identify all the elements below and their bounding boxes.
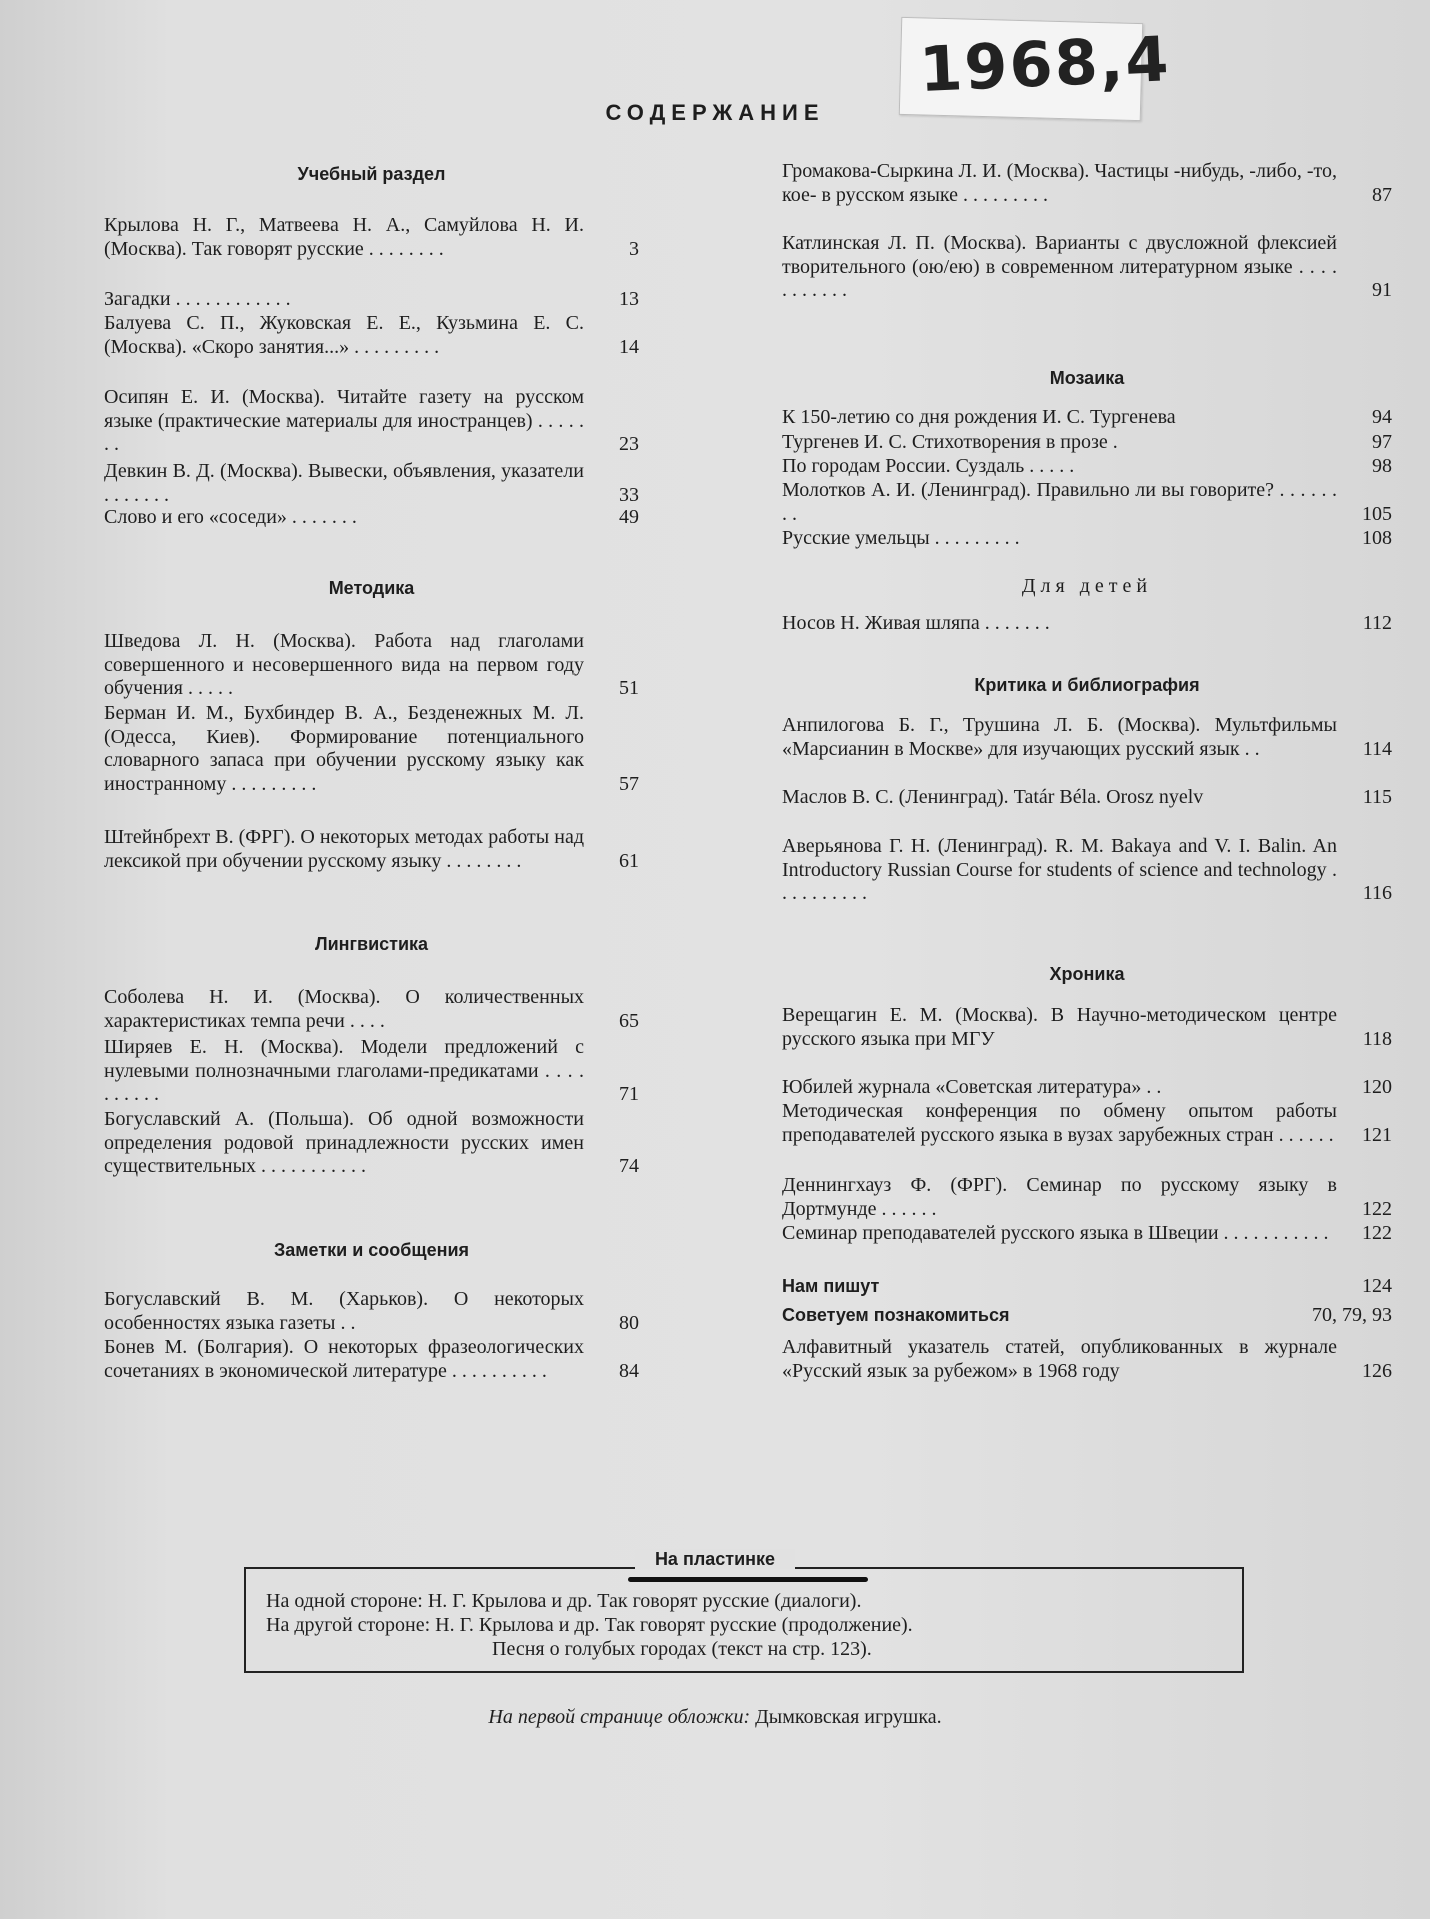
page-number: 33	[619, 483, 639, 506]
entry-text: Громакова-Сыркина Л. И. (Москва). Частицы -нибудь, -либо, -то, кое- в русском языке . . . . . . . . .	[782, 160, 1337, 206]
toc-entry[interactable]	[104, 826, 639, 873]
toc-entry[interactable]	[782, 1222, 1392, 1246]
entry-text: Методическая конференция по обмену опытом работы преподавателей русского языка в вузах зарубежных стран . . . . . .	[782, 1100, 1337, 1146]
entry-text: Юбилей журнала «Советская литература» . .	[782, 1076, 1162, 1098]
entry-text: Загадки . . . . . . . . . . . .	[104, 288, 291, 310]
toc-entry[interactable]	[782, 527, 1392, 551]
entry-text: Берман И. М., Бухбиндер В. А., Безденежных М. Л. (Одесса, Киев). Формирование потенциального словарного запаса при обучении русскому языку как иностранному . . . . . . . . .	[104, 702, 584, 795]
page-number: 108	[1362, 527, 1392, 549]
page-number: 124	[1362, 1275, 1392, 1297]
toc-entry[interactable]	[782, 835, 1392, 906]
page-number: 98	[1372, 455, 1392, 477]
page-number: 70, 79, 93	[1312, 1304, 1392, 1326]
page-number: 122	[1362, 1222, 1392, 1244]
page-number: 97	[1372, 431, 1392, 453]
page-number: 120	[1362, 1076, 1392, 1098]
entry-text: Богуславский А. (Польша). Об одной возможности определения родовой принадлежности русских имен существительных . . . . . . . . . . .	[104, 1108, 584, 1177]
entry-text: Тургенев И. С. Стихотворения в прозе .	[782, 431, 1118, 453]
toc-entry[interactable]	[782, 455, 1392, 479]
toc-entry[interactable]	[104, 506, 639, 530]
toc-entry[interactable]	[782, 1076, 1392, 1100]
toc-entry[interactable]	[782, 1100, 1392, 1147]
toc-entry[interactable]	[104, 702, 639, 796]
section-heading: Для детей	[1021, 575, 1153, 597]
page-number: 121	[1362, 1123, 1392, 1146]
page-number: 116	[1362, 882, 1392, 904]
toc-entry[interactable]	[782, 714, 1392, 761]
entry-text: Маслов В. С. (Ленинград). Tatár Béla. Orosz nyelv	[782, 786, 1204, 808]
entry-text: Русские умельцы . . . . . . . . .	[782, 527, 1020, 549]
page-number: 65	[619, 1009, 639, 1032]
entry-text: Молотков А. И. (Ленинград). Правильно ли вы говорите? . . . . . . . .	[782, 479, 1337, 525]
section-heading: Мозаика	[1049, 368, 1125, 388]
toc-entry[interactable]	[104, 214, 639, 261]
entry-text: Деннингхауз Ф. (ФРГ). Семинар по русскому языку в Дортмунде . . . . . .	[782, 1174, 1337, 1220]
entry-text: Алфавитный указатель статей, опубликованных в журнале «Русский язык за рубежом» в 1968 году	[782, 1336, 1337, 1382]
toc-entry[interactable]	[104, 1336, 639, 1383]
page-number: 80	[619, 1311, 639, 1334]
entry-text: Анпилогова Б. Г., Трушина Л. Б. (Москва). Мультфильмы «Марсианин в Москве» для изучающих русский язык . .	[782, 714, 1337, 760]
toc-entry[interactable]	[104, 288, 639, 312]
page-number: 112	[1362, 612, 1392, 634]
section-heading: Учебный раздел	[297, 164, 446, 184]
record-line: На одной стороне: Н. Г. Крылова и др. Так говорят русские (диалоги).	[266, 1590, 862, 1612]
record-box-heading	[0, 1549, 1430, 1570]
entry-text: Осипян Е. И. (Москва). Читайте газету на русском языке (практические материалы для иностранцев) . . . . . . .	[104, 386, 584, 455]
toc-entry[interactable]	[104, 1288, 639, 1335]
toc-entry[interactable]	[104, 312, 639, 359]
page-number: 91	[1372, 279, 1392, 301]
toc-entry[interactable]	[104, 986, 639, 1033]
section-heading: Методика	[328, 578, 415, 598]
page-number: 115	[1362, 786, 1392, 808]
page-number: 13	[619, 288, 639, 310]
entry-text: Богуславский В. М. (Харьков). О некоторых особенностях языка газеты . .	[104, 1288, 584, 1334]
entry-text: Шведова Л. Н. (Москва). Работа над глаголами совершенного и несовершенного вида на первом году обучения . . . . .	[104, 630, 584, 699]
entry-text: Аверьянова Г. Н. (Ленинград). R. M. Bakaya and V. I. Balin. An Introductory Russian Course for students of science and technology . . . . . . . . . .	[782, 835, 1337, 904]
entry-text: Штейнбрехт В. (ФРГ). О некоторых методах работы над лексикой при обучении русскому языку . . . . . . . .	[104, 826, 584, 872]
page-number: 122	[1362, 1197, 1392, 1220]
toc-entry[interactable]	[782, 232, 1392, 303]
entry-text: Советуем познакомиться	[782, 1305, 1010, 1325]
entry-text: Соболева Н. И. (Москва). О количественных характеристиках темпа речи . . . .	[104, 986, 584, 1032]
entry-text: К 150-летию со дня рождения И. С. Тургенева	[782, 406, 1176, 428]
page-number: 71	[619, 1083, 639, 1105]
cover-text: Дымковская игрушка.	[755, 1706, 942, 1728]
entry-text: Девкин В. Д. (Москва). Вывески, объявления, указатели . . . . . . .	[104, 460, 584, 506]
entry-text: Семинар преподавателей русского языка в Швеции . . . . . . . . . . .	[782, 1222, 1329, 1244]
toc-entry[interactable]	[782, 786, 1392, 810]
toc-entry[interactable]	[782, 612, 1392, 636]
page-number: 14	[619, 335, 639, 358]
section-heading: Лингвистика	[314, 934, 429, 954]
entry-text: Нам пишут	[782, 1276, 880, 1296]
entry-text: Ширяев Е. Н. (Москва). Модели предложений с нулевыми полнозначными глаголами-предикатами . . . . . . . . . .	[104, 1036, 584, 1105]
page-number: 49	[619, 506, 639, 528]
toc-entry[interactable]	[782, 1174, 1392, 1221]
toc-entry[interactable]	[782, 1336, 1392, 1383]
toc-entry[interactable]	[782, 431, 1392, 455]
ink-mark	[628, 1577, 868, 1582]
page-title: СОДЕРЖАНИЕ	[605, 100, 825, 125]
toc-entry[interactable]	[104, 386, 639, 457]
page-number: 57	[619, 772, 639, 795]
entry-text: Катлинская Л. П. (Москва). Варианты с двусложной флексией творительного (ою/ею) в современном литературном языке . . . . . . . . . . .	[782, 232, 1337, 301]
page-number: 51	[619, 677, 639, 699]
entry-text: Носов Н. Живая шляпа . . . . . . .	[782, 612, 1050, 634]
toc-entry[interactable]	[782, 160, 1392, 207]
page-number: 87	[1372, 183, 1392, 206]
entry-text: Верещагин Е. М. (Москва). В Научно-методическом центре русского языка при МГУ	[782, 1004, 1337, 1050]
toc-entry[interactable]	[782, 406, 1392, 430]
entry-text: Балуева С. П., Жуковская Е. Е., Кузьмина Е. С. (Москва). «Скоро занятия...» . . . . . . . . .	[104, 312, 584, 358]
record-box-title: На пластинке	[635, 1549, 795, 1569]
cover-label: На первой странице обложки:	[488, 1706, 751, 1728]
toc-entry[interactable]	[104, 460, 639, 507]
page-number: 126	[1362, 1359, 1392, 1382]
page-number: 61	[619, 849, 639, 872]
toc-entry[interactable]	[104, 1108, 639, 1179]
section-heading: Хроника	[1049, 964, 1125, 984]
page-number: 23	[619, 433, 639, 455]
section-heading: Заметки и сообщения	[273, 1240, 470, 1260]
toc-entry[interactable]	[782, 1004, 1392, 1051]
toc-entry[interactable]	[782, 479, 1392, 526]
page-number: 105	[1362, 502, 1392, 525]
record-line: Песня о голубых городах (текст на стр. 123).	[492, 1638, 872, 1660]
cover-note	[0, 1706, 1430, 1729]
page-number: 94	[1372, 406, 1392, 428]
entry-text: Слово и его «соседи» . . . . . . .	[104, 506, 357, 528]
page-number: 74	[619, 1155, 639, 1177]
page-number: 84	[619, 1359, 639, 1382]
section-heading: Критика и библиография	[974, 675, 1200, 695]
entry-text: Крылова Н. Г., Матвеева Н. А., Самуйлова Н. И. (Москва). Так говорят русские . . . . . . . .	[104, 214, 584, 260]
page-number: 118	[1362, 1027, 1392, 1050]
toc-entry[interactable]	[782, 1275, 1392, 1299]
record-line: На другой стороне: Н. Г. Крылова и др. Так говорят русские (продолжение).	[266, 1614, 913, 1636]
page-number: 114	[1362, 737, 1392, 760]
entry-text: Бонев М. (Болгария). О некоторых фразеологических сочетаниях в экономической литературе . . . . . . . . . .	[104, 1336, 584, 1382]
stamp-text: 1968,4	[917, 22, 1172, 107]
page-number: 3	[629, 237, 639, 260]
toc-entry[interactable]	[782, 1304, 1392, 1328]
entry-text: По городам России. Суздаль . . . . .	[782, 455, 1075, 477]
toc-entry[interactable]	[104, 1036, 639, 1107]
toc-entry[interactable]	[104, 630, 639, 701]
